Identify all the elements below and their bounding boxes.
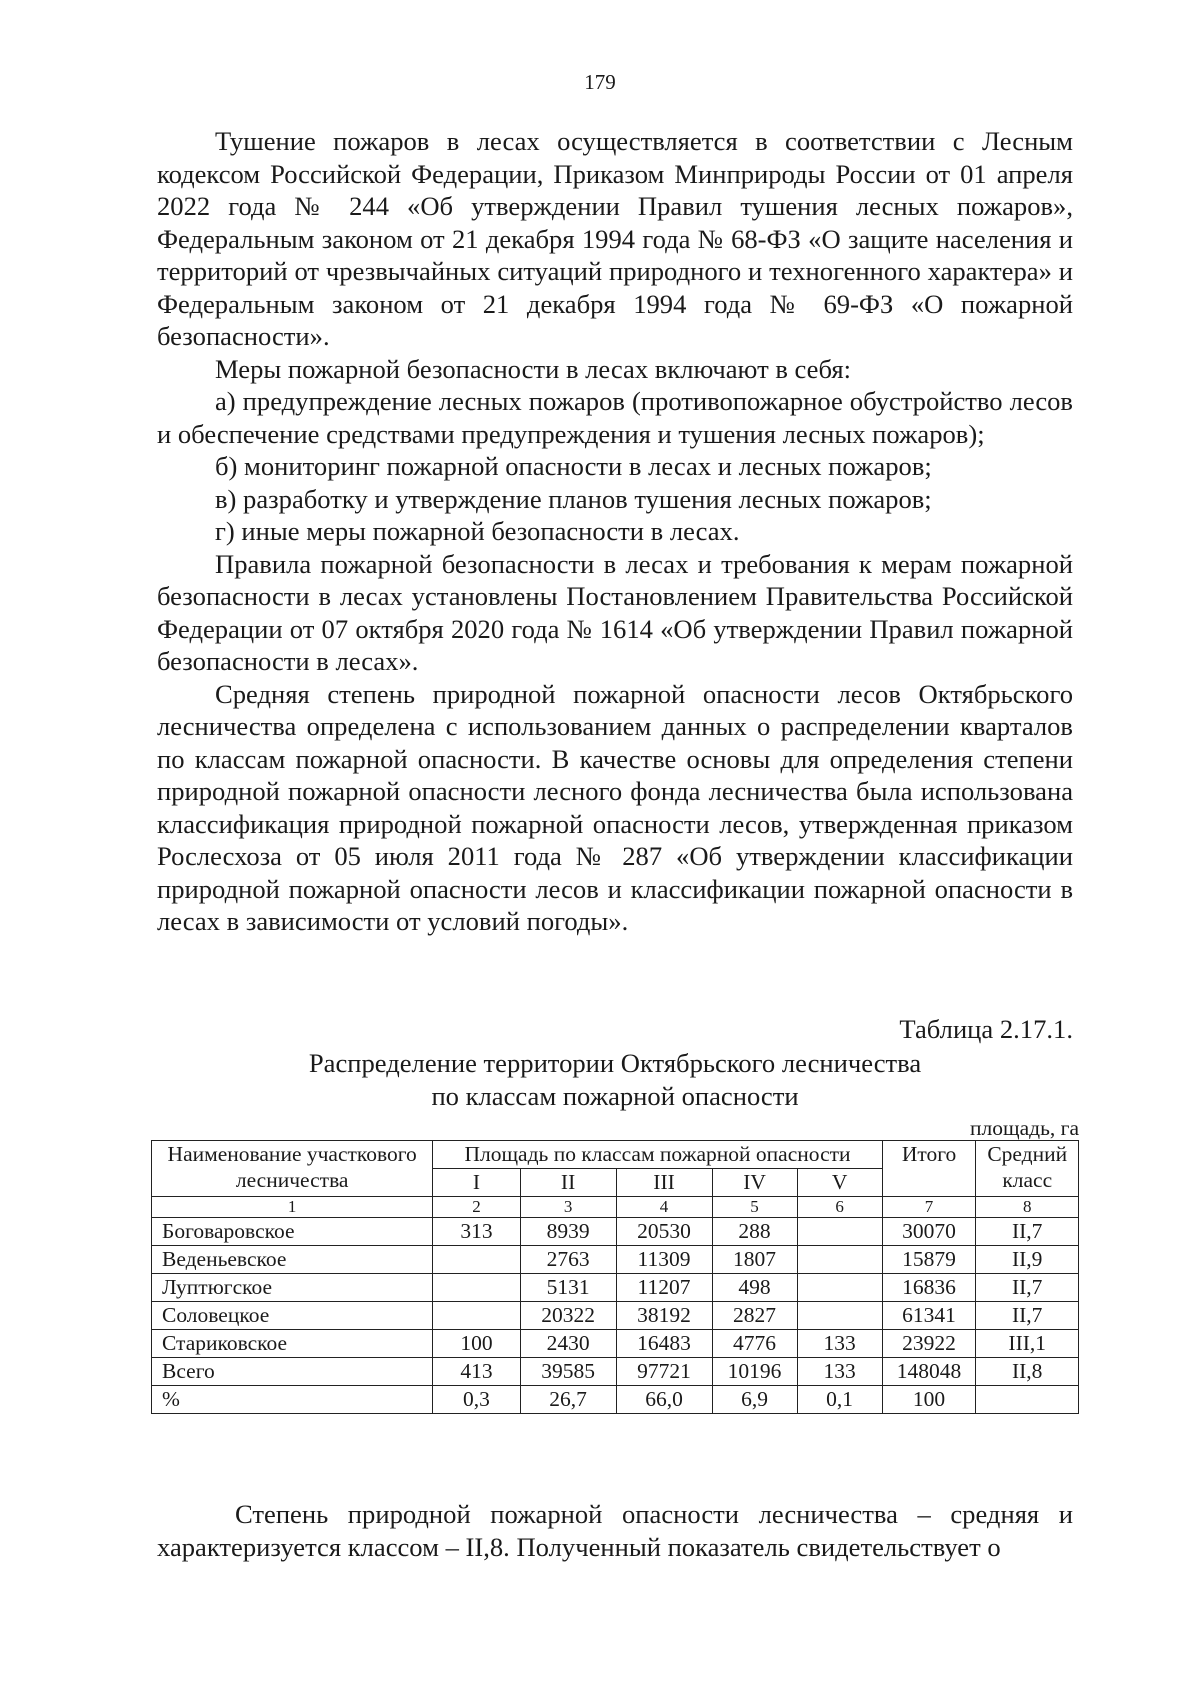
table-cell: II,7	[976, 1302, 1079, 1330]
column-number: 6	[797, 1197, 882, 1218]
table-cell: 413	[433, 1358, 520, 1386]
list-item-a: а) предупреждение лесных пожаров (противопожарное обустройство лесов и обеспечение средствами предупреждения и тушения лесных пожаров);	[157, 386, 1073, 449]
table-cell: 16483	[616, 1330, 712, 1358]
table-cell: 4776	[712, 1330, 797, 1358]
table-row	[152, 1274, 1079, 1302]
table-cell: 498	[712, 1274, 797, 1302]
table-cell: II,7	[976, 1218, 1079, 1246]
fire-hazard-table	[151, 1140, 1079, 1414]
column-number: 7	[882, 1197, 976, 1218]
table-cell: 6,9	[712, 1386, 797, 1414]
table-cell: %	[152, 1386, 433, 1414]
table-cell: 313	[433, 1218, 520, 1246]
table-row-total	[152, 1358, 1079, 1386]
table-cell: 133	[797, 1358, 882, 1386]
list-item-v: в) разработку и утверждение планов тушения лесных пожаров;	[215, 483, 932, 514]
table-cell: 0,1	[797, 1386, 882, 1414]
table-cell: II,8	[976, 1358, 1079, 1386]
list-item-b: б) мониторинг пожарной опасности в лесах и лесных пожаров;	[215, 451, 932, 481]
column-number: 8	[976, 1197, 1079, 1218]
column-number: 4	[616, 1197, 712, 1218]
table-cell: 26,7	[520, 1386, 616, 1414]
table-cell: 15879	[882, 1246, 976, 1274]
table-cell: 11207	[616, 1274, 712, 1302]
table-row-percent	[152, 1386, 1079, 1414]
table-title	[157, 1047, 1073, 1113]
table-row	[152, 1246, 1079, 1274]
table-cell: III,1	[976, 1330, 1079, 1358]
table-title-line-2: по классам пожарной опасности	[431, 1081, 799, 1111]
paragraph-rules: Правила пожарной безопасности в лесах и требования к мерам пожарной безопасности в лесах установлены Постановлением Правительства Российской Федерации от 07 октября 2020 года № 1614 «Об утверждении Правил пожарной безопасности в лесах».	[157, 548, 1073, 676]
table-row	[152, 1302, 1079, 1330]
table-row	[152, 1218, 1079, 1246]
table-cell: 2763	[520, 1246, 616, 1274]
table-cell: Веденьевское	[152, 1246, 433, 1274]
table-cell: 0,3	[433, 1386, 520, 1414]
table-cell: 20530	[616, 1218, 712, 1246]
column-number: 2	[433, 1197, 520, 1218]
table-cell: 148048	[882, 1358, 976, 1386]
table-cell: 97721	[616, 1358, 712, 1386]
header-class-4: IV	[712, 1169, 797, 1197]
table-cell: 133	[797, 1330, 882, 1358]
table-cell	[433, 1246, 520, 1274]
column-number: 5	[712, 1197, 797, 1218]
header-name: Наименование участкового лесничества	[152, 1141, 433, 1197]
table-cell: II,9	[976, 1246, 1079, 1274]
table-cell: 288	[712, 1218, 797, 1246]
table-cell: 5131	[520, 1274, 616, 1302]
table-cell	[797, 1274, 882, 1302]
table-cell: 66,0	[616, 1386, 712, 1414]
paragraph-fire-suppression: Тушение пожаров в лесах осуществляется в соответствии с Лесным кодексом Российской Федерации, Приказом Минприроды России от 01 апреля 2022 года № 244 «Об утверждении Правил тушения лесных пожаров», Федеральным законом от 21 декабря 1994 года № 68-ФЗ «О защите населения и территорий от чрезвычайных ситуаций природного и техногенного характера» и Федеральным законом от 21 декабря 1994 года № 69-ФЗ «О пожарной безопасности».	[157, 126, 1073, 351]
table-cell: Соловецкое	[152, 1302, 433, 1330]
after-table-text	[157, 1498, 1073, 1563]
table-cell: 20322	[520, 1302, 616, 1330]
table-number: Таблица 2.17.1.	[899, 1014, 1073, 1044]
table-cell: 38192	[616, 1302, 712, 1330]
header-total: Итого	[882, 1141, 976, 1197]
table-title-line-1: Распределение территории Октябрьского лесничества	[308, 1048, 922, 1078]
table-cell	[433, 1302, 520, 1330]
header-avg-class: Средний класс	[976, 1141, 1079, 1197]
table-cell: 1807	[712, 1246, 797, 1274]
table-header-row-1	[152, 1141, 1079, 1169]
table-unit: площадь, га	[970, 1116, 1079, 1140]
table-cell: Луптюгское	[152, 1274, 433, 1302]
table-cell: Боговаровское	[152, 1218, 433, 1246]
table-cell	[797, 1218, 882, 1246]
table-row	[152, 1330, 1079, 1358]
table-cell: 100	[433, 1330, 520, 1358]
header-class-5: V	[797, 1169, 882, 1197]
table-cell	[797, 1302, 882, 1330]
header-class-3: III	[616, 1169, 712, 1197]
table-cell: 2430	[520, 1330, 616, 1358]
paragraph-conclusion: Степень природной пожарной опасности лесничества – средняя и характеризуется классом – II,8. Полученный показатель свидетельствует о	[157, 1499, 1073, 1562]
body-text	[157, 125, 1073, 938]
table-cell: 10196	[712, 1358, 797, 1386]
table-cell: 30070	[882, 1218, 976, 1246]
paragraph-average-degree: Средняя степень природной пожарной опасности лесов Октябрьского лесничества определена с использованием данных о распределении кварталов по классам пожарной опасности. В качестве основы для определения степени природной пожарной опасности лесного фонда лесничества была использована классификация природной пожарной опасности лесов, утвержденная приказом Рослесхоза от 05 июля 2011 года № 287 «Об утверждении классификации природной пожарной опасности лесов и классификации пожарной опасности в лесах в зависимости от условий погоды».	[157, 678, 1073, 936]
header-class-1: I	[433, 1169, 520, 1197]
page-number: 179	[584, 70, 616, 94]
column-numbers-row	[152, 1197, 1079, 1218]
table-cell: 39585	[520, 1358, 616, 1386]
table-cell: 8939	[520, 1218, 616, 1246]
paragraph-measures-intro: Меры пожарной безопасности в лесах включают в себя:	[215, 353, 851, 384]
table-cell: 11309	[616, 1246, 712, 1274]
header-area-group: Площадь по классам пожарной опасности	[433, 1141, 882, 1169]
table-cell	[976, 1386, 1079, 1414]
table-cell: 23922	[882, 1330, 976, 1358]
table-cell: 100	[882, 1386, 976, 1414]
table-cell	[433, 1274, 520, 1302]
table-cell: 61341	[882, 1302, 976, 1330]
column-number: 1	[152, 1197, 433, 1218]
table-cell	[797, 1246, 882, 1274]
table-cell: 2827	[712, 1302, 797, 1330]
column-number: 3	[520, 1197, 616, 1218]
table-cell: 16836	[882, 1274, 976, 1302]
table-cell: Стариковское	[152, 1330, 433, 1358]
list-item-g: г) иные меры пожарной безопасности в лесах.	[215, 516, 740, 546]
table-cell: II,7	[976, 1274, 1079, 1302]
header-class-2: II	[520, 1169, 616, 1197]
table-cell: Всего	[152, 1358, 433, 1386]
